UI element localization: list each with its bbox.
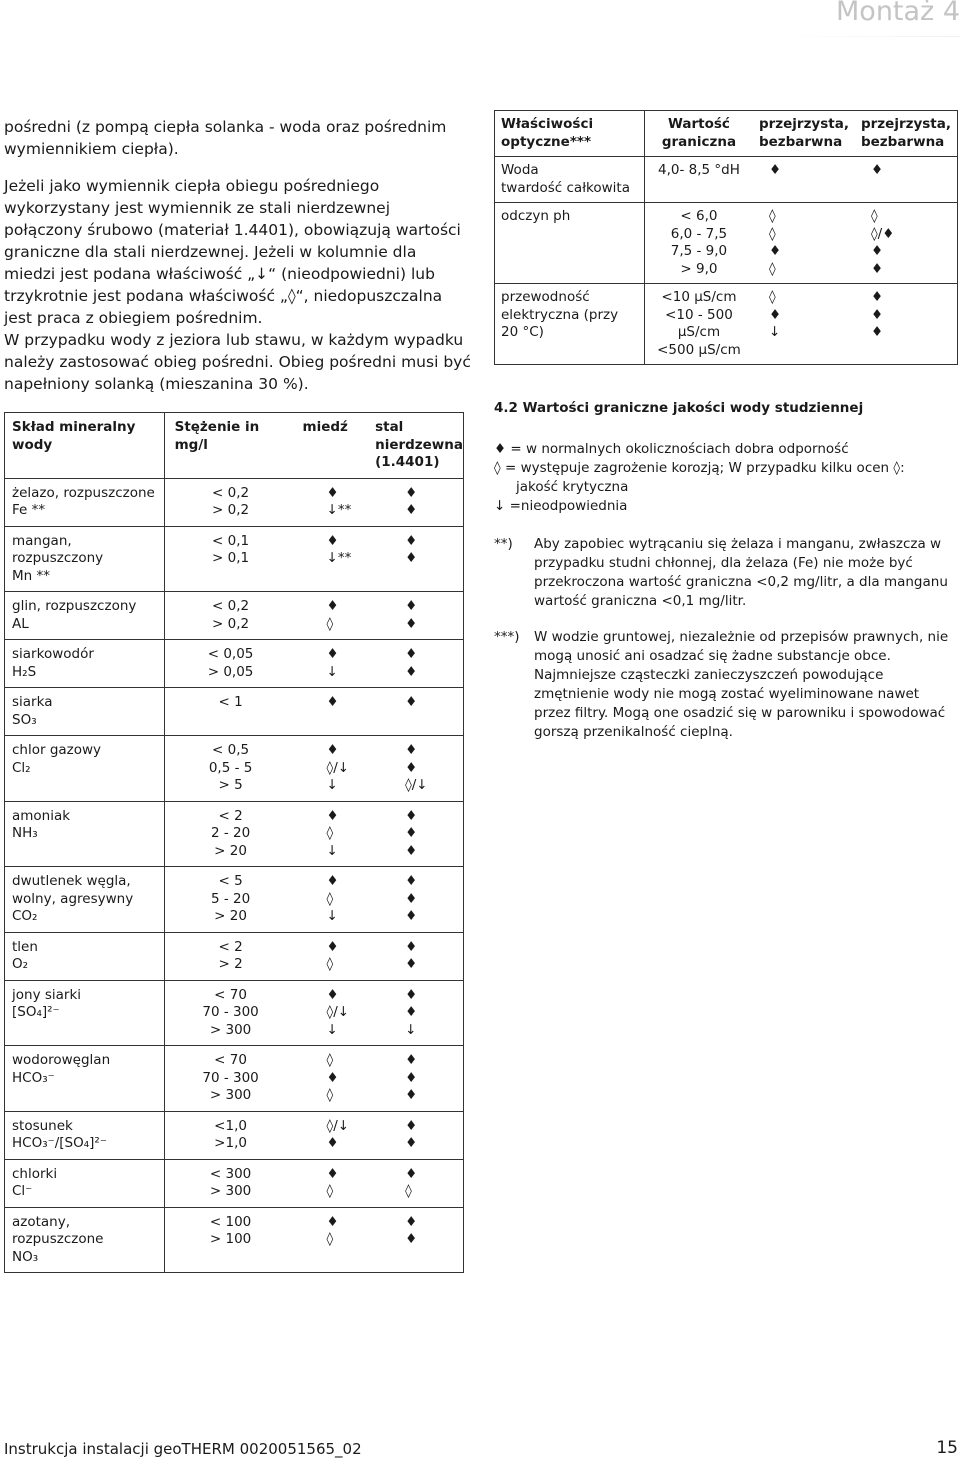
mineral-formula: H₂S — [12, 663, 37, 680]
table-row — [5, 526, 464, 592]
stainless-rating: ◊/↓ — [405, 777, 428, 793]
concentration-value: 2 - 20 — [210, 825, 251, 841]
copper-rating: ↓** — [326, 502, 352, 518]
optical-table-header — [495, 111, 958, 157]
stainless-rating: ♦ — [405, 1231, 418, 1247]
stainless-rating: ↓ — [405, 1021, 417, 1038]
copper-rating: ↓ — [326, 842, 338, 859]
table-row — [5, 592, 464, 640]
copper-rating: ◊ — [326, 1052, 334, 1068]
mineral-formula: Cl⁻ — [12, 1183, 33, 1199]
mineral-name: wodorowęglan — [12, 1052, 111, 1068]
clear-rating: ♦ — [870, 289, 884, 305]
stainless-rating: ♦ — [405, 1052, 418, 1068]
clear-rating: ♦ — [870, 324, 884, 340]
clear-rating: ♦ — [870, 243, 884, 259]
concentration-value: > 0,1 — [212, 550, 250, 566]
table-row — [495, 284, 958, 365]
header-copper: miedź — [302, 419, 348, 435]
copper-rating: ◊/↓ — [326, 1004, 350, 1020]
legend-unsuitable: ↓ =nieodpowiednia — [494, 498, 628, 514]
header-clear-1: przejrzysta, bezbarwna — [758, 116, 849, 150]
concentration-value: < 2 — [218, 938, 243, 955]
copper-rating: ♦ — [326, 873, 339, 889]
limit-value: > 9,0 — [680, 260, 718, 277]
property-cell — [495, 157, 645, 203]
stainless-rating-cell — [375, 640, 463, 688]
concentration-cell — [164, 592, 296, 640]
clear-rating: ◊ — [768, 208, 776, 224]
clear-rating-cell-1 — [753, 157, 855, 203]
limit-cell — [644, 157, 752, 203]
copper-rating: ♦ — [326, 1135, 339, 1151]
stainless-rating: ♦ — [405, 1004, 418, 1020]
concentration-value: >1,0 — [214, 1135, 247, 1151]
property-label: przewodność elektryczna (przy 20 °C) — [501, 289, 619, 340]
intro-paragraph-1: pośredni (z pompą ciepła solanka - woda oraz pośrednim wymiennikiem ciepła). — [4, 118, 447, 158]
footnote-text: W wodzie gruntowej, niezależnie od przepisów prawnych, nie mogą unosić ani osadzać się żadne substancje obce. Najmniejsze cząsteczki zanieczyszczeń powodujące zmętnienie wody nie mogą zostać wyeliminowane nawet przez filtry. Mogą one osadzić się w parowniku i spowodować gorszą przenikalność cieplną. — [534, 629, 949, 740]
mineral-name: siarkowodór — [12, 646, 94, 662]
copper-rating: ↓ — [326, 777, 338, 793]
mineral-name-cell — [5, 867, 165, 933]
limit-cell — [644, 284, 752, 365]
stainless-rating: ♦ — [405, 956, 418, 972]
clear-rating-cell-1 — [753, 203, 855, 284]
concentration-value: > 0,05 — [207, 663, 254, 680]
concentration-value: < 0,2 — [212, 484, 250, 501]
concentration-cell — [164, 526, 296, 592]
stainless-rating: ♦ — [405, 550, 418, 566]
concentration-value: > 5 — [218, 777, 243, 793]
concentration-value: 70 - 300 — [202, 1004, 259, 1020]
stainless-rating: ♦ — [405, 1117, 418, 1134]
mineral-name-cell — [5, 980, 165, 1046]
concentration-value: < 70 — [214, 986, 247, 1003]
mineral-name: amoniak — [12, 807, 71, 824]
stainless-rating: ♦ — [405, 615, 418, 632]
clear-rating: ◊ — [768, 289, 776, 305]
mineral-name-cell — [5, 592, 165, 640]
clear-rating: ♦ — [870, 306, 884, 323]
mineral-name: tlen — [12, 938, 38, 955]
stainless-rating: ♦ — [405, 842, 418, 859]
clear-rating: ◊ — [768, 225, 776, 242]
table-row — [5, 736, 464, 802]
stainless-rating-cell — [375, 478, 463, 526]
concentration-value: < 0,2 — [212, 598, 250, 614]
copper-rating-cell — [297, 801, 376, 867]
copper-rating: ♦ — [326, 938, 339, 955]
table-row — [5, 1207, 464, 1273]
limit-value: <10 µS/cm — [661, 289, 737, 305]
stainless-rating-cell — [375, 688, 463, 736]
header-stainless: stal nierdzewna (1.4401) — [375, 419, 463, 470]
header-clear-2: przejrzysta, bezbarwna — [860, 116, 951, 150]
mineral-composition-table — [4, 412, 464, 1273]
concentration-cell — [164, 867, 296, 933]
concentration-cell — [164, 980, 296, 1046]
clear-rating-cell-1 — [753, 284, 855, 365]
copper-rating-cell — [297, 592, 376, 640]
copper-rating: ◊ — [326, 890, 334, 907]
mineral-name-cell — [5, 932, 165, 980]
mineral-name: glin, rozpuszczony — [12, 598, 137, 614]
mineral-formula: SO₃ — [12, 711, 37, 728]
mineral-name-cell — [5, 478, 165, 526]
mineral-name: azotany, rozpuszczone — [12, 1213, 104, 1247]
stainless-rating: ♦ — [405, 759, 418, 776]
concentration-value: < 300 — [209, 1165, 252, 1182]
mineral-formula: AL — [12, 615, 29, 632]
stainless-rating: ♦ — [405, 890, 418, 907]
copper-rating: ♦ — [326, 986, 339, 1003]
table-row — [5, 932, 464, 980]
mineral-name-cell — [5, 801, 165, 867]
concentration-value: > 20 — [214, 908, 247, 924]
copper-rating: ♦ — [326, 694, 339, 710]
concentration-value: < 2 — [218, 807, 243, 824]
concentration-value: 70 - 300 — [202, 1069, 259, 1086]
table-row — [495, 157, 958, 203]
concentration-cell — [164, 688, 296, 736]
copper-rating: ◊/↓ — [326, 759, 350, 776]
concentration-value: < 0,05 — [207, 646, 254, 662]
stainless-rating: ♦ — [405, 1069, 418, 1086]
property-label: odczyn ph — [501, 208, 571, 224]
limit-value: 4,0- 8,5 °dH — [658, 162, 740, 178]
concentration-cell — [164, 932, 296, 980]
stainless-rating: ♦ — [405, 532, 418, 549]
footer-page-number: 15 — [936, 1438, 958, 1458]
copper-rating: ↓** — [326, 550, 352, 566]
footnotes — [494, 535, 956, 759]
mineral-table-header — [5, 413, 464, 479]
legend-risk-cont: jakość krytyczna — [516, 479, 629, 495]
copper-rating: ♦ — [326, 1165, 339, 1182]
footnote — [494, 628, 956, 742]
footnote — [494, 535, 956, 611]
concentration-value: < 1 — [218, 694, 243, 710]
limit-value: 7,5 - 9,0 — [670, 243, 728, 259]
property-label: Woda — [501, 162, 539, 178]
footer-document-title: Instrukcja instalacji geoTHERM 0020051565_02 — [4, 1440, 362, 1458]
legend-good: ♦ = w normalnych okolicznościach dobra odporność — [494, 441, 849, 457]
limit-cell — [644, 203, 752, 284]
mineral-formula: CO₂ — [12, 908, 38, 924]
concentration-value: > 300 — [209, 1087, 252, 1103]
clear-rating: ♦ — [768, 162, 782, 178]
concentration-value: <1,0 — [214, 1117, 247, 1134]
copper-rating-cell — [297, 1111, 376, 1159]
concentration-value: < 0,1 — [212, 532, 250, 549]
copper-rating-cell — [297, 478, 376, 526]
concentration-value: > 0,2 — [212, 615, 250, 632]
concentration-value: > 2 — [218, 956, 243, 972]
stainless-rating-cell — [375, 867, 463, 933]
stainless-rating-cell — [375, 1159, 463, 1207]
footnote-mark: **) — [494, 536, 513, 552]
concentration-value: < 0,5 — [212, 742, 250, 758]
clear-rating: ◊ — [870, 208, 878, 224]
header-mineral: Skład mineralny wody — [5, 413, 165, 479]
limit-value: < 6,0 — [680, 208, 718, 224]
copper-rating-cell — [297, 688, 376, 736]
stainless-rating: ♦ — [405, 694, 418, 710]
mineral-formula: NH₃ — [12, 825, 38, 841]
copper-rating-cell — [297, 867, 376, 933]
stainless-rating-cell — [375, 1207, 463, 1273]
table-row — [5, 1046, 464, 1112]
concentration-cell — [164, 1159, 296, 1207]
copper-rating: ↓ — [326, 1021, 338, 1038]
copper-rating-cell — [297, 640, 376, 688]
page-header-title: Montaż 4 — [660, 0, 960, 36]
concentration-value: > 0,2 — [212, 502, 250, 518]
mineral-formula: [SO₄]²⁻ — [12, 1004, 60, 1020]
copper-rating-cell — [297, 1207, 376, 1273]
concentration-value: 5 - 20 — [210, 890, 251, 907]
property-cell — [495, 203, 645, 284]
stainless-rating: ♦ — [405, 1135, 418, 1151]
copper-rating: ↓ — [326, 908, 338, 924]
copper-rating: ◊ — [326, 615, 334, 632]
copper-rating: ♦ — [326, 1069, 339, 1086]
concentration-cell — [164, 736, 296, 802]
copper-rating-cell — [297, 1046, 376, 1112]
concentration-value: > 300 — [209, 1021, 252, 1038]
mineral-name-cell — [5, 1111, 165, 1159]
stainless-rating: ♦ — [405, 825, 418, 841]
header-concentration: Stężenie in mg/l — [174, 419, 260, 453]
stainless-rating-cell — [375, 592, 463, 640]
stainless-rating: ♦ — [405, 663, 418, 680]
footnote-text: Aby zapobiec wytrącaniu się żelaza i manganu, zwłaszcza w przypadku studni chłonnej, dla żelaza (Fe) nie może być przekroczona wartość graniczna <0,2 mg/litr, a dla manganu wartość graniczna <0,1 mg/litr. — [534, 536, 948, 609]
intro-paragraph-3: W przypadku wody z jeziora lub stawu, w każdym wypadku należy zastosować obieg pośredni. Obieg pośredni musi być napełniony solanką (mieszanina 30 %). — [4, 331, 471, 393]
legend — [494, 440, 956, 516]
mineral-formula: Cl₂ — [12, 759, 31, 776]
copper-rating: ♦ — [326, 484, 339, 501]
stainless-rating: ♦ — [405, 484, 418, 501]
table-row — [5, 688, 464, 736]
clear-rating-cell-2 — [855, 203, 958, 284]
mineral-formula: Mn ** — [12, 567, 50, 584]
concentration-cell — [164, 801, 296, 867]
copper-rating: ◊ — [326, 956, 334, 972]
clear-rating: ♦ — [870, 260, 884, 277]
clear-rating: ♦ — [768, 306, 782, 323]
mineral-name-cell — [5, 640, 165, 688]
mineral-name-cell — [5, 688, 165, 736]
mineral-name-cell — [5, 1207, 165, 1273]
optical-properties-table — [494, 110, 958, 365]
copper-rating: ↓ — [326, 663, 338, 680]
concentration-value: > 100 — [209, 1231, 252, 1247]
copper-rating: ◊ — [326, 1231, 334, 1247]
concentration-value: > 300 — [209, 1183, 252, 1199]
copper-rating: ♦ — [326, 598, 339, 614]
mineral-name: jony siarki — [12, 986, 82, 1003]
mineral-name: mangan, rozpuszczony — [12, 532, 104, 566]
intro-text — [4, 116, 472, 410]
clear-rating: ↓ — [768, 324, 781, 340]
table-row — [5, 478, 464, 526]
limit-value: <500 µS/cm — [657, 341, 741, 358]
stainless-rating: ♦ — [405, 938, 418, 955]
clear-rating-cell-2 — [855, 284, 958, 365]
stainless-rating: ♦ — [405, 1087, 418, 1103]
mineral-name: chlorki — [12, 1165, 58, 1182]
clear-rating: ♦ — [870, 162, 884, 178]
mineral-name-cell — [5, 1046, 165, 1112]
stainless-rating-cell — [375, 1046, 463, 1112]
mineral-name: stosunek — [12, 1117, 73, 1134]
copper-rating: ♦ — [326, 742, 339, 758]
stainless-rating-cell — [375, 801, 463, 867]
stainless-rating: ♦ — [405, 598, 418, 614]
property-cell — [495, 284, 645, 365]
property-label: twardość całkowita — [501, 179, 630, 196]
stainless-rating-cell — [375, 980, 463, 1046]
table-row — [5, 1159, 464, 1207]
stainless-rating: ♦ — [405, 646, 418, 662]
table-row — [5, 980, 464, 1046]
stainless-rating: ♦ — [405, 1165, 418, 1182]
stainless-rating: ♦ — [405, 1213, 418, 1230]
table-row — [5, 640, 464, 688]
intro-paragraph-2: Jeżeli jako wymiennik ciepła obiegu pośredniego wykorzystany jest wymiennik ze stali nierdzewnej połączony śrubowo (materiał 1.4401), obowiązują wartości graniczne dla stali nierdzewnej. Jeżeli w kolumnie dla miedzi jest podana właściwość „↓“ (nieodpowiedni) lub trzykrotnie jest podana właściwość „◊“, niedopuszczalna jest praca z obiegiem pośrednim. — [4, 177, 461, 327]
clear-rating: ♦ — [768, 243, 782, 259]
mineral-formula: NO₃ — [12, 1248, 39, 1265]
stainless-rating-cell — [375, 1111, 463, 1159]
stainless-rating-cell — [375, 526, 463, 592]
stainless-rating: ♦ — [405, 502, 418, 518]
mineral-name-cell — [5, 1159, 165, 1207]
copper-rating: ◊ — [326, 825, 334, 841]
table-row — [5, 867, 464, 933]
copper-rating-cell — [297, 1159, 376, 1207]
mineral-formula: O₂ — [12, 956, 29, 972]
concentration-cell — [164, 1111, 296, 1159]
stainless-rating: ♦ — [405, 986, 418, 1003]
mineral-name-cell — [5, 526, 165, 592]
mineral-name: dwutlenek węgla, wolny, agresywny — [12, 873, 134, 907]
mineral-formula: Fe ** — [12, 502, 46, 518]
stainless-rating: ♦ — [405, 742, 418, 758]
clear-rating: ◊/♦ — [870, 225, 895, 242]
section-heading: 4.2 Wartości graniczne jakości wody studziennej — [494, 400, 864, 416]
copper-rating: ◊ — [326, 1183, 334, 1199]
mineral-formula: HCO₃⁻/[SO₄]²⁻ — [12, 1135, 107, 1151]
copper-rating-cell — [297, 932, 376, 980]
concentration-value: < 5 — [218, 873, 243, 889]
concentration-cell — [164, 1207, 296, 1273]
copper-rating-cell — [297, 736, 376, 802]
concentration-cell — [164, 1046, 296, 1112]
stainless-rating: ♦ — [405, 908, 418, 924]
mineral-name: żelazo, rozpuszczone — [12, 484, 155, 501]
mineral-name: chlor gazowy — [12, 742, 102, 758]
clear-rating-cell-2 — [855, 157, 958, 203]
stainless-rating-cell — [375, 932, 463, 980]
stainless-rating: ♦ — [405, 807, 418, 824]
table-row — [5, 1111, 464, 1159]
concentration-value: > 20 — [214, 842, 247, 859]
copper-rating-cell — [297, 526, 376, 592]
footnote-mark: ***) — [494, 629, 520, 645]
header-property: Właściwości optyczne*** — [495, 111, 645, 157]
limit-value: <10 - 500 µS/cm — [665, 306, 733, 340]
stainless-rating: ◊ — [405, 1183, 412, 1199]
table-row — [5, 801, 464, 867]
mineral-name: siarka — [12, 694, 53, 710]
mineral-formula: HCO₃⁻ — [12, 1069, 55, 1086]
clear-rating: ◊ — [768, 260, 776, 277]
stainless-rating: ♦ — [405, 873, 418, 889]
copper-rating: ♦ — [326, 807, 339, 824]
copper-rating: ♦ — [326, 1213, 339, 1230]
header-limit: Wartość graniczna — [661, 116, 737, 150]
concentration-value: < 70 — [214, 1052, 247, 1068]
stainless-rating-cell — [375, 736, 463, 802]
concentration-cell — [164, 478, 296, 526]
concentration-value: 0,5 - 5 — [208, 759, 253, 776]
copper-rating: ♦ — [326, 532, 339, 549]
copper-rating: ◊/↓ — [326, 1117, 350, 1134]
table-row — [495, 203, 958, 284]
copper-rating-cell — [297, 980, 376, 1046]
concentration-value: < 100 — [209, 1213, 252, 1230]
limit-value: 6,0 - 7,5 — [670, 225, 728, 242]
copper-rating: ♦ — [326, 646, 339, 662]
concentration-cell — [164, 640, 296, 688]
legend-risk: ◊ = występuje zagrożenie korozją; W przypadku kilku ocen ◊: — [494, 460, 905, 476]
mineral-name-cell — [5, 736, 165, 802]
copper-rating: ◊ — [326, 1087, 334, 1103]
